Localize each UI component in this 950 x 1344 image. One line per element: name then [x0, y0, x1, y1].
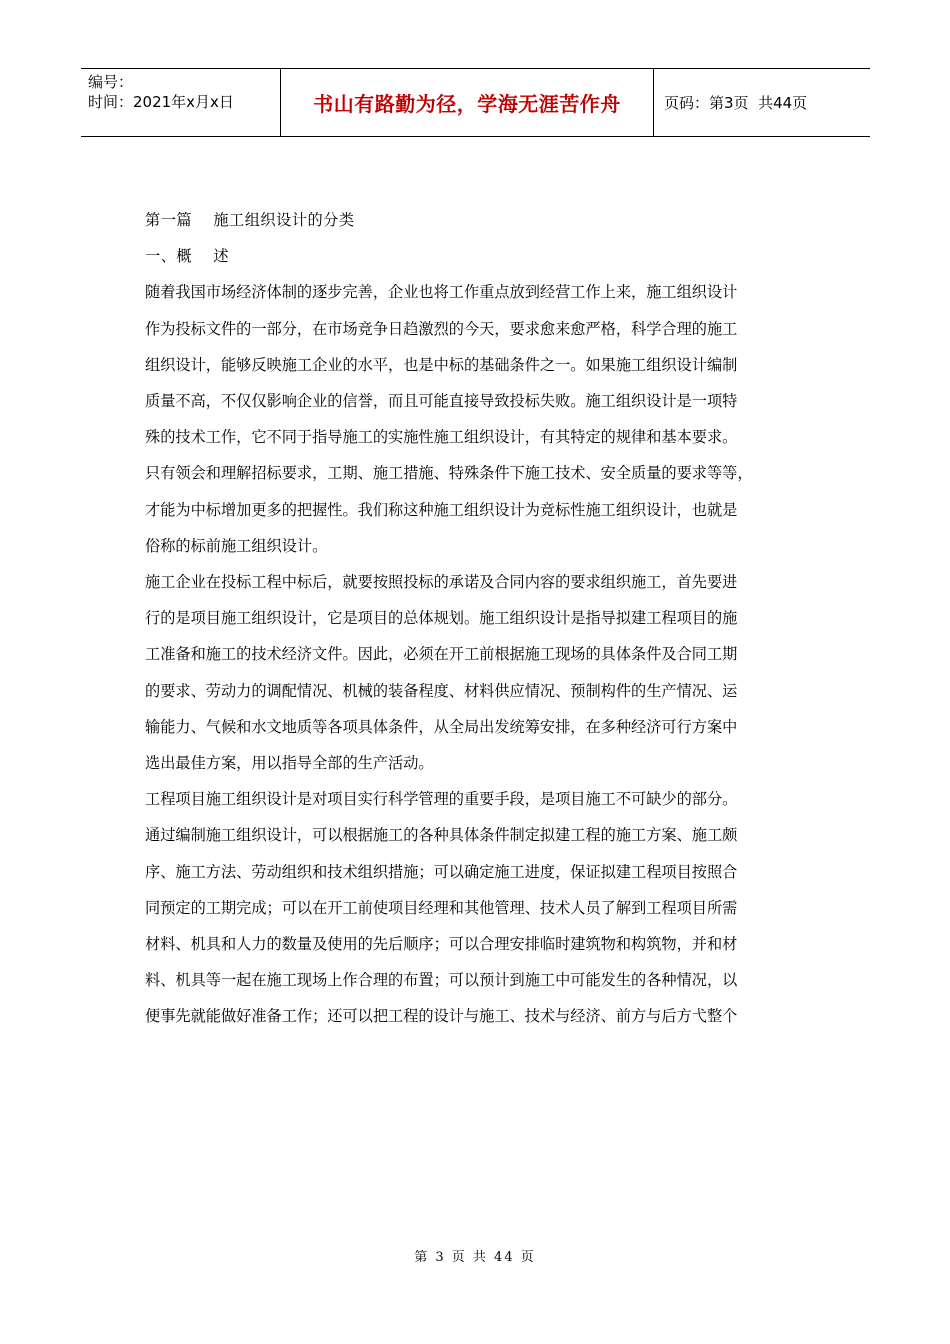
- body-line: 材料、机具和人力的数量及使用的先后顺序；可以合理安排临时建筑物和构筑物，并和材: [145, 935, 738, 954]
- body-line: 作为投标文件的一部分，在市场竞争日趋激烈的今天，要求愈来愈严格，科学合理的施工: [145, 319, 738, 338]
- body-line: 组织设计，能够反映施工企业的水平，也是中标的基础条件之一。如果施工组织设计编制: [145, 355, 738, 374]
- body-line: 同预定的工期完成；可以在开工前使项目经理和其他管理、技术人员了解到工程项目所需: [145, 898, 738, 917]
- header-page-info: [654, 69, 870, 136]
- body-line: 选出最佳方案，用以指导全部的生产活动。: [145, 754, 434, 773]
- header-slogan: 书山有路勤为径，学海无涯苦作舟: [281, 69, 654, 136]
- body-line: 行的是项目施工组织设计，它是项目的总体规划。施工组织设计是指导拟建工程项目的施: [145, 609, 738, 628]
- header-meta: [81, 69, 281, 136]
- number-label: 编号：: [88, 73, 134, 91]
- body-line: 通过编制施工组织设计，可以根据施工的各种具体条件制定拟建工程的施工方案、施工颇: [145, 826, 738, 845]
- body-line: 的要求、劳动力的调配情况、机械的装备程度、材料供应情况、预制构件的生产情况、运: [145, 681, 738, 700]
- body-text: [145, 274, 805, 1034]
- body-line: 输能力、气候和水文地质等各项具体条件，从全局出发统筹安排，在多种经济可行方案中: [145, 717, 738, 736]
- body-line: 随着我国市场经济体制的逐步完善，企业也将工作重点放到经营工作上来，施工组织设计: [145, 283, 738, 302]
- page-info-text: 页码：第3页 共44页: [664, 94, 808, 112]
- body-line: 只有领会和理解招标要求，工期、施工措施、特殊条件下施工技术、安全质量的要求等等，: [145, 464, 753, 483]
- section-heading: 一、概 述: [145, 247, 230, 266]
- chapter-title: 第一篇 施工组织设计的分类: [145, 211, 355, 229]
- body-line: 质量不高，不仅仅影响企业的信誉，而且可能直接导致投标失败。施工组织设计是一项特: [145, 392, 738, 411]
- body-line: 殊的技术工作，它不同于指导施工的实施性施工组织设计，有其特定的规律和基本要求。: [145, 428, 738, 447]
- body-line: 施工企业在投标工程中标后，就要按照投标的承诺及合同内容的要求组织施工，首先要进: [145, 573, 738, 592]
- body-line: 便事先就能做好准备工作；还可以把工程的设计与施工、技术与经济、前方与后方弋整个: [145, 1007, 738, 1026]
- document-body: [145, 202, 805, 1035]
- body-line: 才能为中标增加更多的把握性。我们称这种施工组织设计为竞标性施工组织设计，也就是: [145, 500, 738, 519]
- time-label: 时间：2021年x月x日: [88, 93, 234, 111]
- body-line: 序、施工方法、劳动组织和技术组织措施；可以确定施工进度，保证拟建工程项目按照合: [145, 862, 738, 881]
- body-line: 工程项目施工组织设计是对项目实行科学管理的重要手段，是项目施工不可缺少的部分。: [145, 790, 738, 809]
- body-line: 料、机具等一起在施工现场上作合理的布置；可以预计到施工中可能发生的各种情况，以: [145, 971, 738, 990]
- document-header: [81, 68, 870, 137]
- page-footer: 第 3 页 共 44 页: [414, 1250, 536, 1265]
- body-line: 俗称的标前施工组织设计。: [145, 536, 328, 555]
- body-line: 工准备和施工的技术经济文件。因此，必须在开工前根据施工现场的具体条件及合同工期: [145, 645, 738, 664]
